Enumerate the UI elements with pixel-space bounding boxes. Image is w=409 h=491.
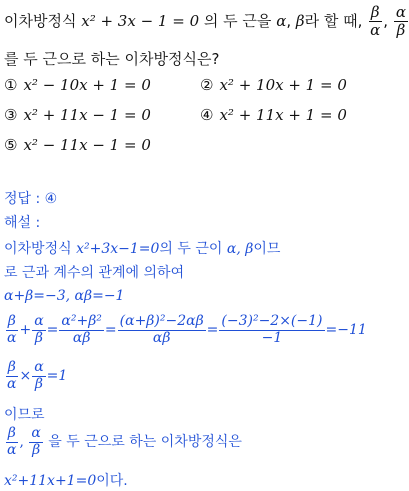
beta-symbol: β xyxy=(295,11,305,30)
question-lead: 이차방정식 xyxy=(4,11,77,30)
final-equation: x²+11x+1=0 xyxy=(4,473,97,489)
choice-1[interactable]: ① x² − 10x + 1 = 0 xyxy=(4,76,151,94)
solution-equation: x²+3x−1=0 xyxy=(76,241,160,257)
solution-heading: 해설 : xyxy=(4,215,41,231)
fraction-alpha-over-beta: $\frac{\alpha}{\beta}$ xyxy=(395,3,406,39)
choice-3[interactable]: ③ x² + 11x − 1 = 0 xyxy=(4,106,151,124)
solution-line-7: $\frac{\beta}{\alpha}$ , $\frac{\alpha}{\beta}$ 을 두 근으로 하는 이차방정식은 xyxy=(7,425,242,458)
solution-line-2: 로 근과 계수의 관계에 의하여 xyxy=(4,265,185,281)
question-line-2: 를 두 근으로 하는 이차방정식은? xyxy=(4,50,220,68)
question-mid: 의 두 근을 xyxy=(203,11,272,30)
solution-line-1: 이차방정식 x²+3x−1=0의 두 근이 α, β이므 xyxy=(4,241,281,257)
question-mid-2: 라 할 때, xyxy=(304,11,363,30)
sum-calculation: $\frac{\beta}{\alpha}$ + $\frac{\alpha}{\beta}$ = $\frac{\text{α²+β²}}{\alpha\beta}$ = $\frac{\text{(α+β)²−2αβ}}{\alpha\beta}$ = $\frac{\text{(−3)²−2×(−1)}}{-1}$ =−11 xyxy=(7,313,367,346)
vieta-relations: α+β=−3, αβ=−1 xyxy=(4,288,125,304)
solution-line-6: 이므로 xyxy=(4,407,45,423)
product-calculation: $\frac{\beta}{\alpha}$ × $\frac{\alpha}{\beta}$ =1 xyxy=(7,359,68,392)
fraction-beta-over-alpha: $\frac{\beta}{\alpha}$ xyxy=(370,3,381,39)
choice-4[interactable]: ④ x² + 11x + 1 = 0 xyxy=(200,106,347,124)
choice-2[interactable]: ② x² + 10x + 1 = 0 xyxy=(200,76,347,94)
question-line-1: 이차방정식 x² + 3x − 1 = 0 의 두 근을 α, β라 할 때, $\frac{\beta}{\alpha}$ , $\frac{\alpha}{\beta}$ xyxy=(4,3,406,39)
answer-label: 정답 : ④ xyxy=(4,191,58,207)
question-equation: x² + 3x − 1 = 0 xyxy=(81,11,200,30)
choice-5[interactable]: ⑤ x² − 11x − 1 = 0 xyxy=(4,136,151,154)
final-answer-line: x²+11x+1=0이다. xyxy=(4,473,128,489)
alpha-symbol: α xyxy=(276,11,287,30)
